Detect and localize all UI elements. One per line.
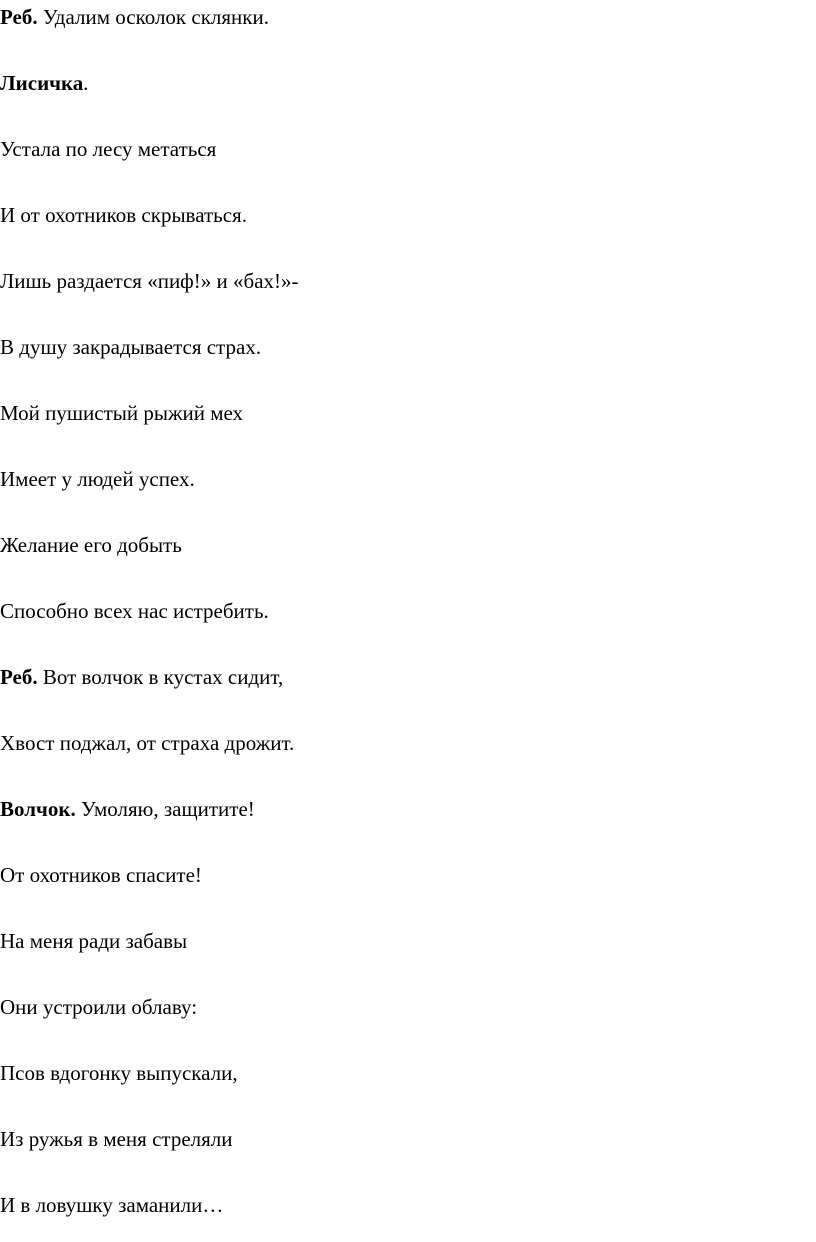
speaker-name: Лисичка bbox=[0, 71, 84, 95]
line-text: Из ружья в меня стреляли bbox=[0, 1127, 233, 1151]
verse-line bbox=[0, 1058, 238, 1088]
verse-line bbox=[0, 992, 197, 1022]
dialogue-line bbox=[0, 2, 269, 32]
verse-line bbox=[0, 266, 299, 296]
line-text: Имеет у людей успех. bbox=[0, 467, 195, 491]
line-text: . bbox=[83, 71, 89, 95]
line-text: И от охотников скрываться. bbox=[0, 203, 247, 227]
speaker-name: Волчок. bbox=[0, 797, 76, 821]
line-text: Хвост поджал, от страха дрожит. bbox=[0, 731, 295, 755]
line-text: Лишь раздается «пиф!» и «бах!»- bbox=[0, 269, 299, 293]
verse-line bbox=[0, 728, 294, 758]
line-text: Желание его добыть bbox=[0, 533, 182, 557]
verse-line bbox=[0, 200, 247, 230]
verse-line bbox=[0, 464, 195, 494]
speaker-name: Реб. bbox=[0, 5, 38, 29]
line-text: В душу закрадывается страх. bbox=[0, 335, 262, 359]
verse-line bbox=[0, 398, 243, 428]
line-text: Устала по лесу метаться bbox=[0, 137, 217, 161]
line-text: На меня ради забавы bbox=[0, 929, 188, 953]
line-text: Мой пушистый рыжий мех bbox=[0, 401, 244, 425]
line-text: Псов вдогонку выпускали, bbox=[0, 1061, 238, 1085]
verse-line bbox=[0, 332, 261, 362]
dialogue-line bbox=[0, 662, 283, 692]
verse-line bbox=[0, 860, 202, 890]
verse-line bbox=[0, 1190, 223, 1220]
line-text: От охотников спасите! bbox=[0, 863, 202, 887]
line-text: Вот волчок в кустах сидит, bbox=[37, 665, 284, 689]
verse-line bbox=[0, 596, 269, 626]
dialogue-line bbox=[0, 68, 89, 98]
line-text: Умоляю, защитите! bbox=[75, 797, 255, 821]
line-text: И в ловушку заманили… bbox=[0, 1193, 224, 1217]
line-text: Способно всех нас истребить. bbox=[0, 599, 269, 623]
speaker-name: Реб. bbox=[0, 665, 38, 689]
verse-line bbox=[0, 530, 182, 560]
verse-line bbox=[0, 1124, 233, 1154]
dialogue-line bbox=[0, 794, 255, 824]
verse-line bbox=[0, 134, 216, 164]
verse-line bbox=[0, 926, 187, 956]
line-text: Они устроили облаву: bbox=[0, 995, 198, 1019]
line-text: Удалим осколок склянки. bbox=[37, 5, 269, 29]
